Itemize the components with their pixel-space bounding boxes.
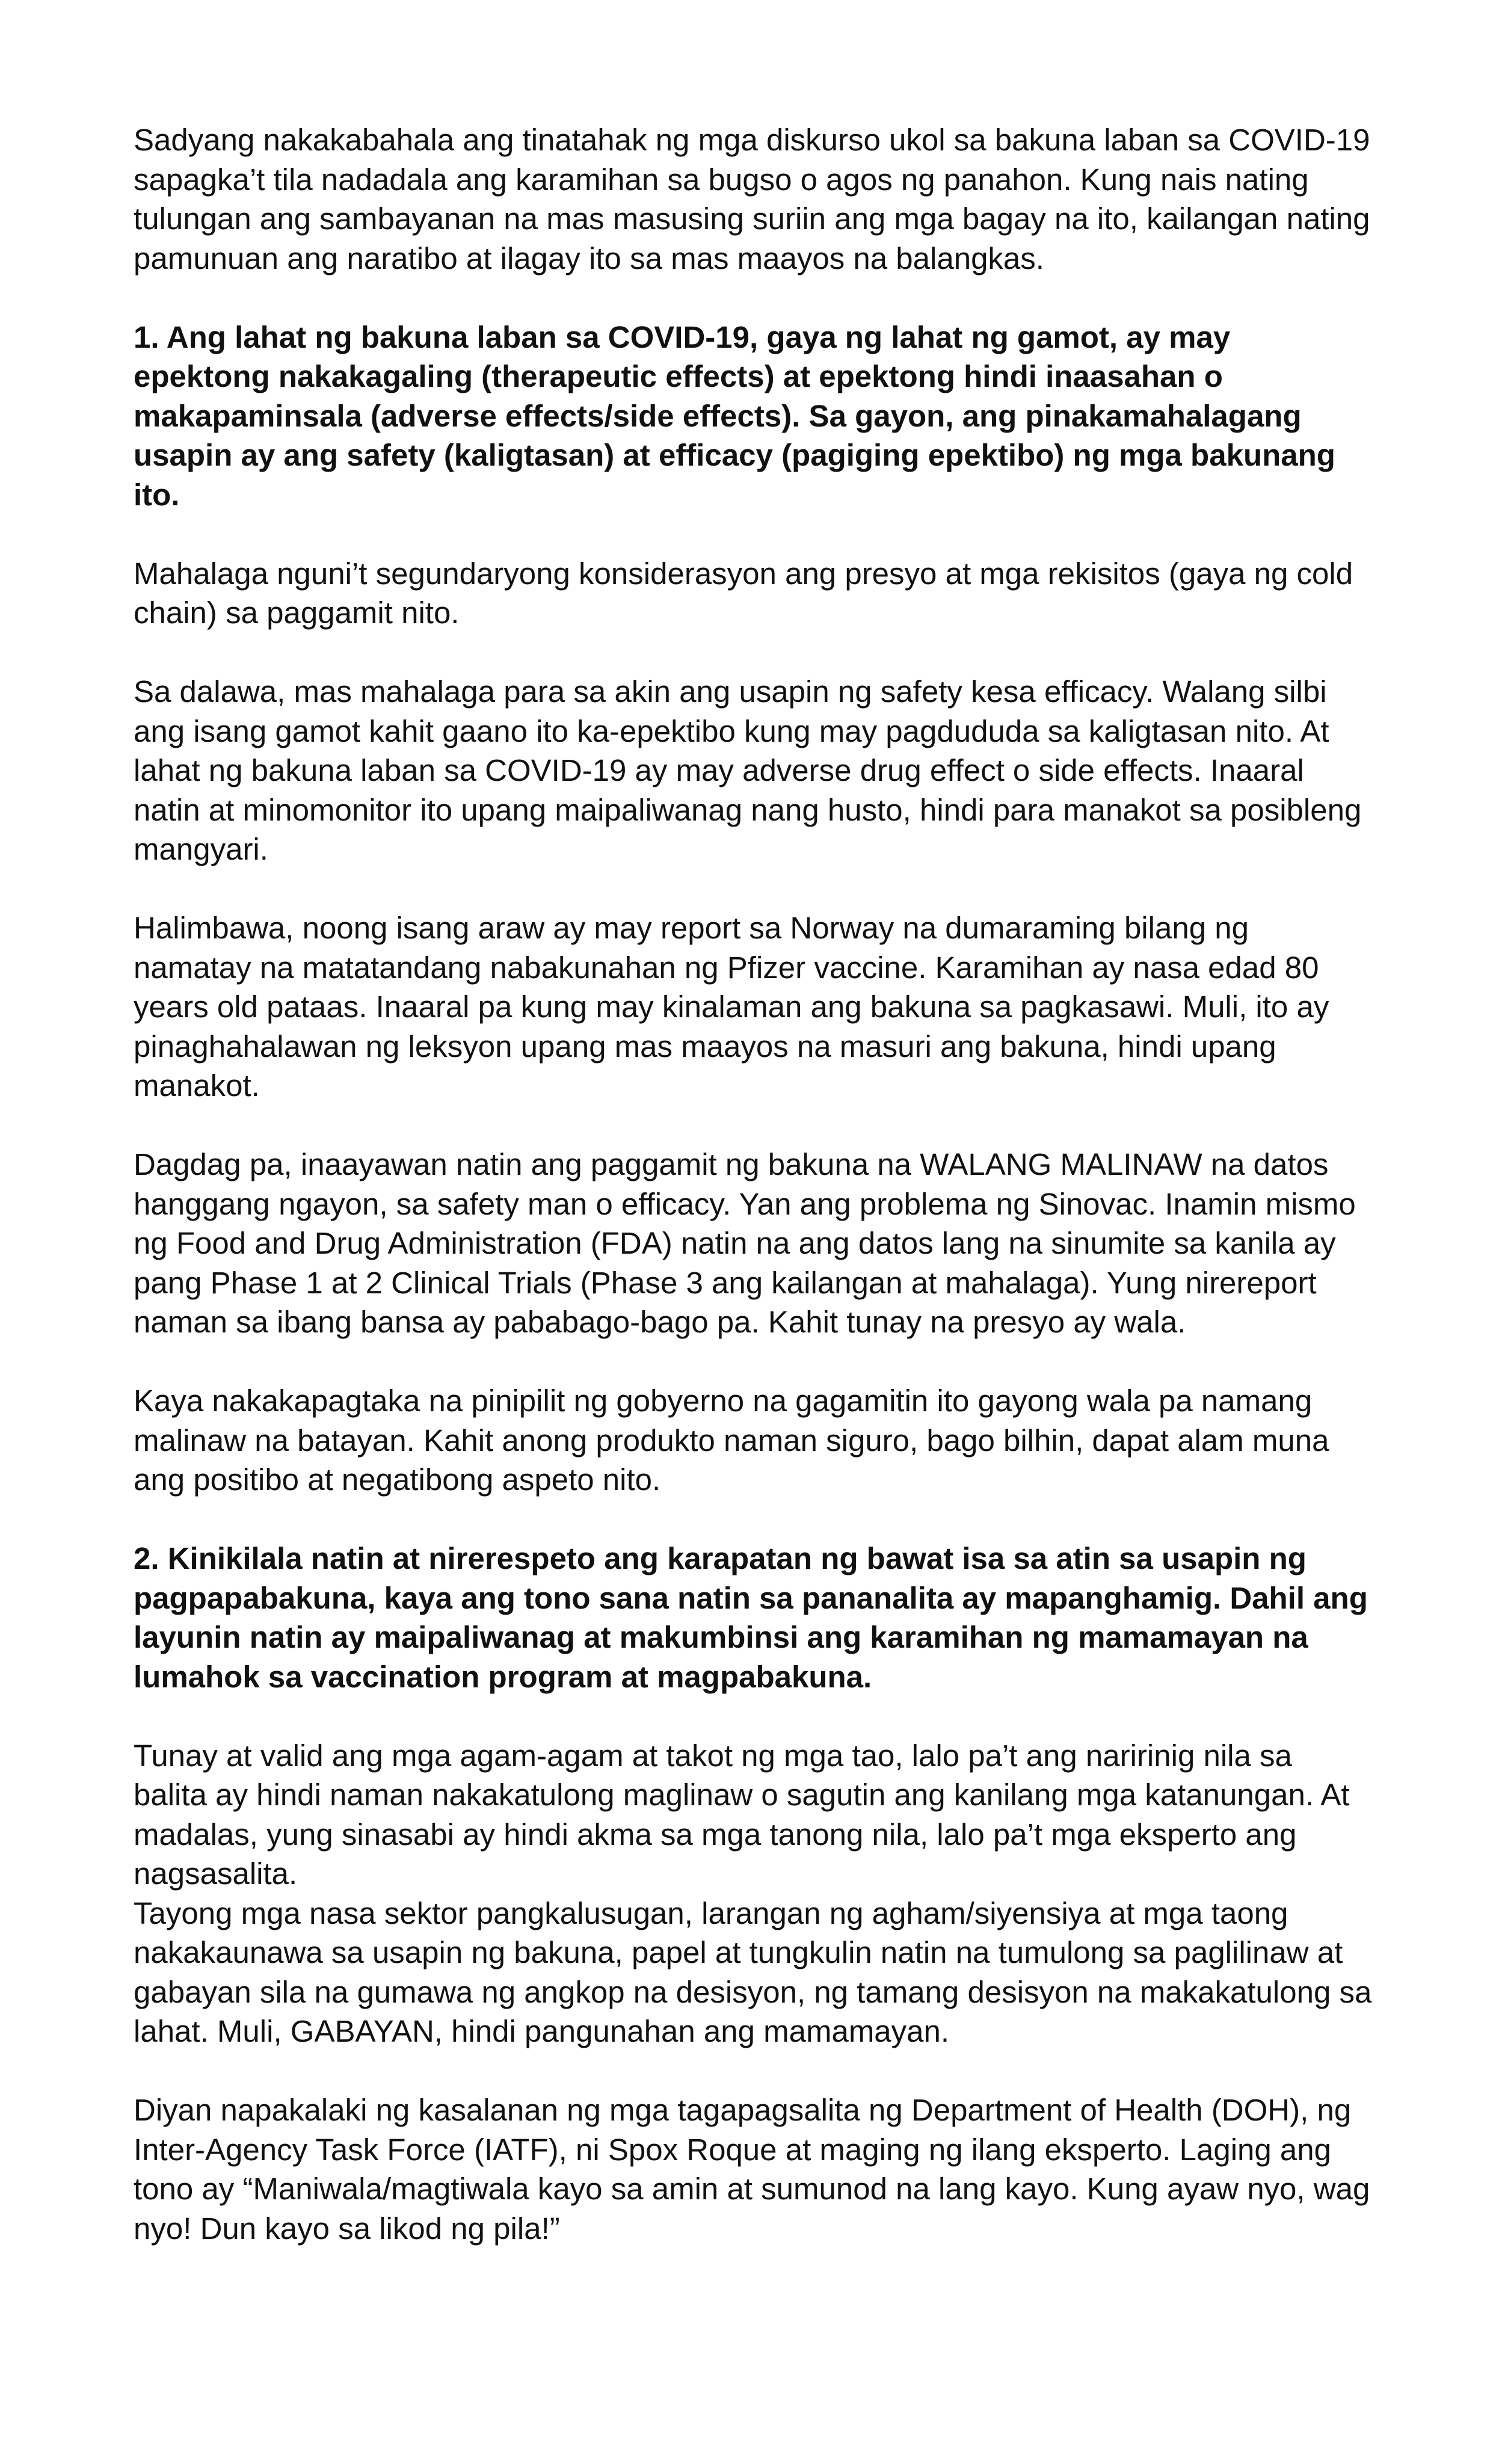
paragraph-fears-valid: Tunay at valid ang mga agam-agam at takot ng mga tao, lalo pa’t ang naririnig nila sa balita ay hindi naman nakakatulong maglinaw o sagutin ang kanilang mga katanungan. At madalas, yung sinasabi ay hindi akma sa mga tanong nila, lalo pa’t mga eksperto ang nagsasalita. xyxy=(134,1738,1350,1891)
paragraph-government: Kaya nakakapagtaka na pinipilit ng gobyerno na gagamitin ito gayong wala pa namang malinaw na batayan. Kahit anong produkto naman siguro, bago bilhin, dapat alam muna ang positibo at negatibong aspeto nito. xyxy=(134,1384,1329,1497)
paragraph-intro: Sadyang nakakabahala ang tinatahak ng mga diskurso ukol sa bakuna laban sa COVID-19 sapagka’t tila nadadala ang karamihan sa bugso o agos ng panahon. Kung nais nating tulungan ang sambayanan na mas masusing suriin ang mga bagay na ito, kailangan nating pamunuan ang naratibo at ilagay ito sa mas maayos na balangkas. xyxy=(134,123,1370,276)
paragraph-spokespersons: Diyan napakalaki ng kasalanan ng mga tagapagsalita ng Department of Health (DOH), ng Inter-Agency Task Force (IATF), ni Spox Roque at maging ng ilang eksperto. Laging ang tono ay “Maniwala/magtiwala kayo sa amin at sumunod na lang kayo. Kung ayaw nyo, wag nyo! Dun kayo sa likod ng pila!” xyxy=(134,2093,1370,2246)
paragraph-point-1: 1. Ang lahat ng bakuna laban sa COVID-19, gaya ng lahat ng gamot, ay may epektong nakakagaling (therapeutic effects) at epektong hindi inaasahan o makapaminsala (adverse effects/side effects). Sa gayon, ang pinakamahalagang usapin ay ang safety (kaligtasan) at efficacy (pagiging epektibo) ng mga bakunang ito. xyxy=(134,319,1335,512)
paragraph-health-sector-role: Tayong mga nasa sektor pangkalusugan, larangan ng agham/siyensiya at mga taong nakakaunawa sa usapin ng bakuna, papel at tungkulin natin na tumulong sa paglilinaw at gabayan sila na gumawa ng angkop na desisyon, ng tamang desisyon na makakatulong sa lahat. Muli, GABAYAN, hindi pangunahan ang mamamayan. xyxy=(134,1896,1372,2048)
paragraph-safety-efficacy: Sa dalawa, mas mahalaga para sa akin ang usapin ng safety kesa efficacy. Walang silbi ang isang gamot kahit gaano ito ka-epektibo kung may pagdududa sa kaligtasan nito. At lahat ng bakuna laban sa COVID-19 ay may adverse drug effect o side effects. Inaaral natin at minomonitor ito upang maipaliwanag nang husto, hindi para manakot sa posibleng mangyari. xyxy=(134,674,1362,866)
paragraph-price-requisites: Mahalaga nguni’t segundaryong konsiderasyon ang presyo at mga rekisitos (gaya ng cold chain) sa paggamit nito. xyxy=(134,556,1353,630)
paragraph-sinovac: Dagdag pa, inaayawan natin ang paggamit ng bakuna na WALANG MALINAW na datos hanggang ngayon, sa safety man o efficacy. Yan ang problema ng Sinovac. Inamin mismo ng Food and Drug Administration (FDA) natin na ang datos lang na sinumite sa kanila ay pang Phase 1 at 2 Clinical Trials (Phase 3 ang kailangan at mahalaga). Yung nirereport naman sa ibang bansa ay pababago-bago pa. Kahit tunay na presyo ay wala. xyxy=(134,1147,1356,1339)
paragraph-norway-example: Halimbawa, noong isang araw ay may report sa Norway na dumaraming bilang ng namatay na matatandang nabakunahan ng Pfizer vaccine. Karamihan ay nasa edad 80 years old pataas. Inaaral pa kung may kinalaman ang bakuna sa pagkasawi. Muli, ito ay pinaghahalawan ng leksyon upang mas maayos na masuri ang bakuna, hindi upang manakot. xyxy=(134,911,1329,1103)
document-body xyxy=(134,120,1373,2248)
paragraph-point-2: 2. Kinikilala natin at nirerespeto ang karapatan ng bawat isa sa atin sa usapin ng pagpapabakuna, kaya ang tono sana natin sa pananalita ay mapanghamig. Dahil ang layunin natin ay maipaliwanag at makumbinsi ang karamihan ng mamamayan na lumahok sa vaccination program at magpabakuna. xyxy=(134,1541,1368,1694)
